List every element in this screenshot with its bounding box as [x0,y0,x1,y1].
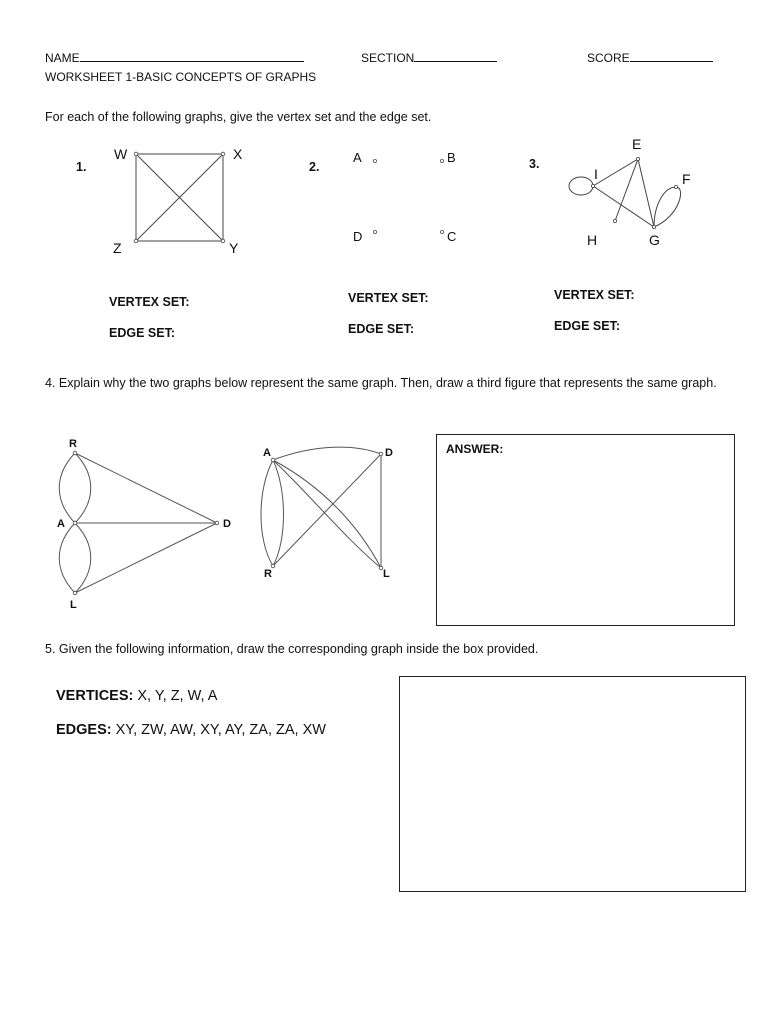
vertex-label-d: D [353,229,363,244]
question-4-graph-right [255,440,415,585]
name-blank[interactable] [80,49,304,62]
vertex-e [636,157,639,160]
problem-2-vertex-set-label: VERTEX SET: [348,291,429,305]
vertex-label-g: G [649,232,660,248]
vertices-value: X, Y, Z, W, A [137,688,218,704]
vertex-label-d: D [223,518,231,530]
vertex-label-b: B [447,150,456,165]
edges-value: XY, ZW, AW, XY, AY, ZA, ZA, XW [115,722,326,738]
vertex-y [221,239,225,243]
problem-2-edge-set-label: EDGE SET: [348,322,414,336]
edge-ra-right [75,453,91,523]
vertex-x [221,152,225,156]
vertex-label-a: A [353,150,362,165]
question-4-answer-box[interactable] [436,434,735,626]
edge-al-lower [273,460,381,568]
vertex-label-r: R [69,438,77,450]
section-field[interactable] [361,49,497,65]
problem-2-number: 2. [309,160,320,174]
vertex-label-y: Y [229,240,239,256]
worksheet-title: WORKSHEET 1-BASIC CONCEPTS OF GRAPHS [45,70,317,84]
problem-3-edge-set-label: EDGE SET: [554,319,620,333]
problem-3-vertex-set-label: VERTEX SET: [554,288,635,302]
vertex-l [73,591,77,595]
edge-al-right [75,523,91,593]
vertex-label-d: D [385,447,393,459]
vertex-a [271,458,275,462]
instructions: For each of the following graphs, give the vertex set and the edge set. [45,110,432,124]
vertex-h [613,219,616,222]
vertex-label-e: E [632,136,642,152]
edge-gf [654,187,681,227]
vertex-i [591,184,594,187]
vertex-w [134,152,138,156]
vertex-label-c: C [447,229,457,244]
edge-eh [615,159,638,221]
vertex-label-i: I [594,166,598,182]
vertex-b [440,159,443,162]
problem-1-number: 1. [76,160,87,174]
graph-2 [345,140,475,250]
vertex-label-w: W [114,146,128,162]
vertex-d [373,230,376,233]
vertex-a [373,159,376,162]
loop-i [569,177,593,195]
edge-ar-left [261,460,273,566]
problem-1-edge-set-label: EDGE SET: [109,326,175,340]
vertex-label-a: A [57,518,65,530]
name-field[interactable] [45,49,304,65]
question-5-text: 5. Given the following information, draw the corresponding graph inside the box provided. [45,642,539,656]
question-4-text: 4. Explain why the two graphs below represent the same graph. Then, draw a third figure that represents the same graph. [45,376,717,390]
edge-ld [75,523,217,593]
vertex-d [379,452,383,456]
problem-1-vertex-set-label: VERTEX SET: [109,295,190,309]
vertex-label-f: F [682,171,691,187]
vertex-g [652,225,655,228]
vertex-label-x: X [233,146,243,162]
question-5-drawing-box[interactable] [399,676,746,892]
section-label: SECTION [361,51,415,65]
edge-eg [638,159,654,227]
vertex-label-l: L [70,599,77,611]
graph-3 [560,130,710,255]
edge-ie [593,159,638,186]
vertex-label-l: L [383,568,390,580]
vertex-label-z: Z [113,240,122,256]
edge-dr [273,454,381,566]
name-label: NAME [45,51,80,65]
graph-1 [100,140,260,260]
vertex-r [73,451,77,455]
vertex-label-h: H [587,232,598,248]
question-4-graph-left [50,433,240,613]
question-5-vertices [56,688,217,704]
vertex-f [674,185,677,188]
score-field[interactable] [587,49,713,65]
edge-al-left [59,523,75,593]
edges-label: EDGES: [56,722,112,738]
problem-3-number: 3. [529,157,540,171]
vertex-z [134,239,138,243]
edge-ra-left [59,453,75,523]
edge-rd [75,453,217,523]
vertex-a [73,521,77,525]
edge-ig [593,186,654,227]
score-blank[interactable] [630,49,713,62]
vertex-label-a: A [263,447,271,459]
vertices-label: VERTICES: [56,688,134,704]
answer-label: ANSWER: [446,442,504,456]
vertex-c [440,230,443,233]
vertex-label-r: R [264,568,272,580]
vertex-d [215,521,219,525]
question-5-edges [56,722,326,738]
edge-ar-right [273,460,284,566]
section-blank[interactable] [414,49,497,62]
edge-ad-arc [273,447,381,460]
score-label: SCORE [587,51,630,65]
